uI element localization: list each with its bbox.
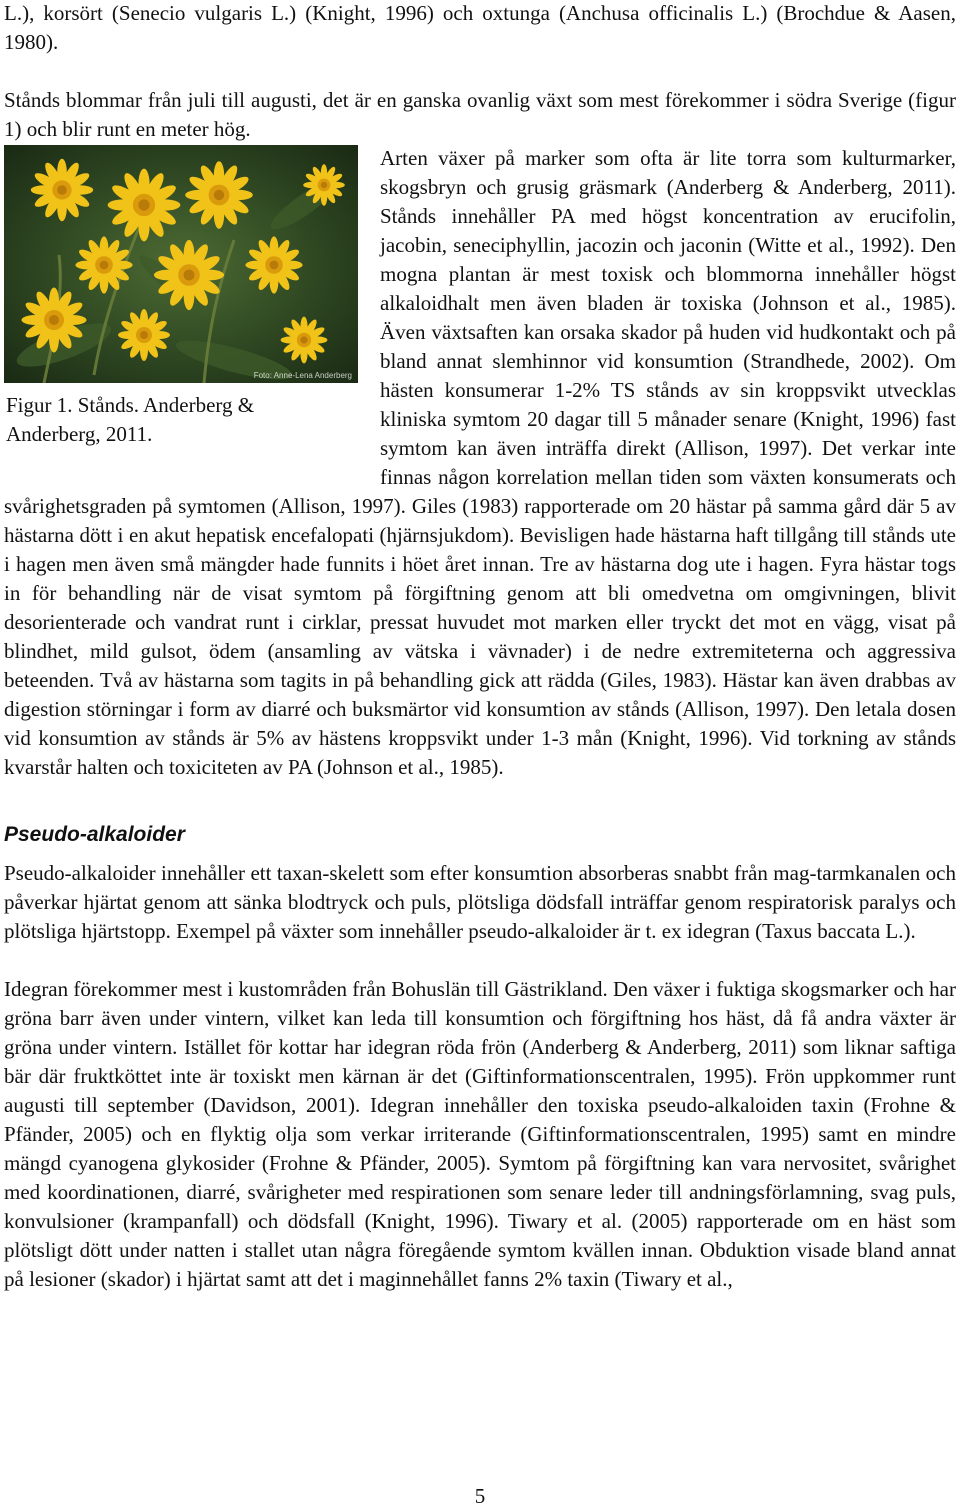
intro-continuation-paragraph: L.), korsört (Senecio vulgaris L.) (Knight, 1996) och oxtunga (Anchusa officinalis L.) (Brochdue & Aasen, 1980). [4, 1, 956, 54]
document-page [4, 0, 956, 1294]
flower-illustration [4, 145, 358, 383]
paragraph-gap [4, 946, 956, 975]
figure-1 [4, 145, 372, 473]
figure-caption [4, 391, 372, 449]
stands-first-line: Stånds blommar från juli till augusti, det är en ganska ovanlig växt som mest förekommer i södra Sverige (figur 1) och blir runt en meter hög. [4, 88, 956, 141]
stands-flower-photo [4, 145, 358, 383]
idegran-paragraph: Idegran förekommer mest i kustområden från Bohuslän till Gästrikland. Den växer i fuktiga skogsmarker och har gröna barr även under vintern, vilket kan leda till konsumtion och förgiftning hos häst, då få andra växter är gröna under vintern. Istället för kottar har idegran röda frön (Anderberg & Anderberg, 2011) som liknar saftiga bär där fruktköttet inte är toxiskt men kärnan är det (Giftinformationscentralen, 1995). Frön uppkommer runt augusti till september (Davidson, 2001). Idegran innehåller den toxiska pseudo-alkaloiden taxin (Frohne & Pfänder, 2005) och en flyktig olja som verkar irriterande (Giftinformationscentralen, 1995) samt en mindre mängd cyanogena glykosider (Frohne & Pfänder, 2005). Symtom på förgiftning kan vara nervositet, svårighet med koordinationen, diarré, svårigheter med respirationen som senare leder till andningsförlamning, svag puls, konvulsioner (krampanfall) och dödsfall (Knight, 1996). Tiwary et al. (2005) rapporterade om en häst som plötsligt dött under natten i stallet utan några föregående symtom kvällen innan. Obduktion visade bland annat på lesioner (skador) i hjärtat samt att det i maginnehållet fanns 2% taxin (Tiwary et al., [4, 977, 956, 1291]
caption-line-2: Anderberg, 2011. [6, 422, 153, 446]
caption-line-1: Figur 1. Stånds. Anderberg & [6, 393, 255, 417]
stands-section [4, 144, 956, 782]
stands-body-paragraph: Arten växer på marker som ofta är lite torra som kulturmarker, skogsbryn och grusig gräsmark (Anderberg & Anderberg, 2011). Stånds innehåller PA med högst koncentration av erucifolin, jacobin, seneciphyllin, jacozin och jaconin (Witte et al., 1992). Den mogna plantan är mest toxisk och blommorna innehåller högst alkaloidhalt men även bladen är toxiska (Johnson et al., 1985). Även växtsaften kan orsaka skador på huden vid hudkontakt och på bland annat slemhinnor vid konsumtion (Strandhede, 2002). Om hästen konsumerar 1-2% TS stånds av sin kroppsvikt utvecklas kliniska symtom 20 dagar till 5 månader senare (Knight, 1996) fast symtom kan även inträffa direkt (Allison, 1997). Det verkar inte finnas någon korrelation mellan tiden som växten konsumerats och svårighetsgraden på symtomen (Allison, 1997). Giles (1983) rapporterade om 20 hästar på samma gård där 5 av hästarna dött i en akut hepatisk encefalopati (hjärnsjukdom). Bevisligen hade hästarna haft tillgång till stånds ute i hagen men även små mängder hade funnits i höet året innan. Tre av hästarna dog ute i hagen. Fyra hästar togs in för behandling när de visat symtom på förgiftning genom att bli omedvetna om omgivningen, blivit desorienterade och vandrat runt i cirklar, pressat huvudet mot marken eller tryckt det mot en vägg, visat på blindhet, mild gulsot, ödem (ansamling av vätska i vävnader) i de nedre extremiteterna och aggressiva beteenden. Två av hästarna som tagits in på behandling gick att rädda (Giles, 1983). Hästar kan även drabbas av digestion störningar i form av diarré och buksmärtor vid konsumtion av stånds (Allison, 1997). Den letala dosen vid konsumtion av stånds är 5% av hästens kroppsvikt under 1-3 mån (Knight, 1996). Vid torkning av stånds kvarstår halten och toxiciteten av PA (Johnson et al., 1985). [4, 146, 956, 779]
page-number: 5 [474, 1484, 486, 1508]
section-heading-pseudo-alkaloider: Pseudo-alkaloider [4, 823, 185, 846]
photo-credit: Foto: Anne-Lena Anderberg [253, 371, 352, 380]
pseudo-alkaloider-paragraph: Pseudo-alkaloider innehåller ett taxan-skelett som efter konsumtion absorberas snabbt från mag-tarmkanalen och påverkar hjärtat genom att sänka blodtryck och puls, plötsliga dödsfall inträffar genom respiratorisk paralys och plötsliga hjärtstopp. Exempel på växter som innehåller pseudo-alkaloider är t. ex idegran (Taxus baccata L.). [4, 861, 956, 943]
paragraph-gap [4, 57, 956, 86]
